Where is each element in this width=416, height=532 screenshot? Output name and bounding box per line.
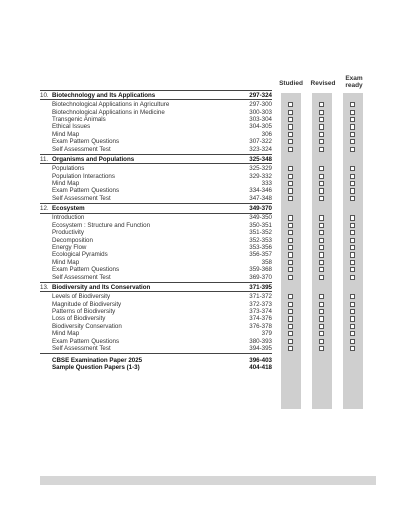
chapter-heading-pages: 371-395 bbox=[249, 283, 272, 291]
revised-checkbox[interactable] bbox=[319, 117, 324, 122]
topic-row-title: Levels of Biodiversity bbox=[52, 293, 111, 301]
exam-ready-checkbox[interactable] bbox=[350, 147, 355, 152]
chapter-heading bbox=[40, 156, 272, 163]
topic-row bbox=[40, 116, 272, 123]
exam-ready-checkbox[interactable] bbox=[350, 215, 355, 220]
topic-row-pages: 376-378 bbox=[249, 322, 272, 330]
topic-row-pages: 329-332 bbox=[249, 172, 272, 180]
topic-row bbox=[40, 180, 272, 187]
revised-checkbox[interactable] bbox=[319, 238, 324, 243]
chapter-heading-title: Biodiversity and Its Conservation bbox=[52, 283, 151, 291]
chapter-heading-title: Organisms and Populations bbox=[52, 155, 135, 163]
topic-row-pages: 358 bbox=[261, 258, 272, 266]
topic-row bbox=[40, 109, 272, 116]
topic-row bbox=[40, 308, 272, 315]
topic-row-title: Self Assessment Test bbox=[52, 344, 111, 352]
revised-checkbox[interactable] bbox=[319, 339, 324, 344]
topic-row-pages: 394-395 bbox=[249, 344, 272, 352]
revised-checkbox[interactable] bbox=[319, 132, 324, 137]
revised-checkbox[interactable] bbox=[319, 215, 324, 220]
topic-row-pages: 306 bbox=[261, 130, 272, 138]
rule bbox=[40, 203, 272, 204]
exam-ready-checkbox[interactable] bbox=[350, 245, 355, 250]
rule bbox=[40, 353, 272, 354]
topic-row-title: Biotechnological Applications in Medicine bbox=[52, 108, 165, 116]
revised-checkbox[interactable] bbox=[319, 260, 324, 265]
exam-ready-checkbox[interactable] bbox=[350, 181, 355, 186]
rule bbox=[40, 99, 272, 100]
revised-checkbox[interactable] bbox=[319, 181, 324, 186]
topic-row-title: Ecological Pyramids bbox=[52, 251, 108, 259]
rule bbox=[40, 282, 272, 283]
studied-checkbox[interactable] bbox=[288, 174, 293, 179]
rule bbox=[40, 213, 272, 214]
revised-checkbox[interactable] bbox=[319, 102, 324, 107]
revised-checkbox[interactable] bbox=[319, 188, 324, 193]
topic-row bbox=[40, 315, 272, 322]
topic-row-pages: 356-357 bbox=[249, 251, 272, 259]
studied-checkbox[interactable] bbox=[288, 260, 293, 265]
studied-checkbox[interactable] bbox=[288, 324, 293, 329]
chapter-heading-pages: 325-348 bbox=[249, 155, 272, 163]
exam-ready-checkbox[interactable] bbox=[350, 102, 355, 107]
chapter-number: 13. bbox=[40, 283, 49, 291]
exam-ready-checkbox[interactable] bbox=[350, 275, 355, 280]
topic-row-title: Introduction bbox=[52, 214, 85, 222]
revised-checkbox[interactable] bbox=[319, 331, 324, 336]
header-revised: Revised bbox=[310, 80, 336, 87]
studied-checkbox[interactable] bbox=[288, 102, 293, 107]
topic-row-title: Exam Pattern Questions bbox=[52, 337, 120, 345]
studied-checkbox[interactable] bbox=[288, 339, 293, 344]
chapter-number: 12. bbox=[40, 204, 49, 212]
topic-row bbox=[40, 266, 272, 273]
extra-item bbox=[40, 364, 272, 371]
exam-ready-checkbox[interactable] bbox=[350, 188, 355, 193]
studied-checkbox[interactable] bbox=[288, 302, 293, 307]
topic-row-pages: 359-368 bbox=[249, 266, 272, 274]
chapter-heading-pages: 297-324 bbox=[249, 91, 272, 99]
studied-checkbox[interactable] bbox=[288, 346, 293, 351]
topic-row-title: Mind Map bbox=[52, 179, 80, 187]
topic-row-title: Magnitude of Biodiversity bbox=[52, 300, 122, 308]
studied-checkbox[interactable] bbox=[288, 267, 293, 272]
studied-checkbox[interactable] bbox=[288, 196, 293, 201]
topic-row bbox=[40, 222, 272, 229]
revised-checkbox[interactable] bbox=[319, 316, 324, 321]
topic-row-pages: 325-329 bbox=[249, 165, 272, 173]
extra-item-title: CBSE Examination Paper 2025 bbox=[52, 356, 143, 364]
topic-row-pages: 353-356 bbox=[249, 243, 272, 251]
studied-checkbox[interactable] bbox=[288, 316, 293, 321]
exam-ready-checkbox[interactable] bbox=[350, 166, 355, 171]
studied-checkbox[interactable] bbox=[288, 139, 293, 144]
extra-item-title: Sample Question Papers (1-3) bbox=[52, 364, 140, 372]
extra-item-pages: 396-403 bbox=[249, 356, 272, 364]
topic-row-title: Ethical Issues bbox=[52, 123, 91, 131]
studied-checkbox[interactable] bbox=[288, 294, 293, 299]
exam-ready-checkbox[interactable] bbox=[350, 230, 355, 235]
studied-checkbox[interactable] bbox=[288, 215, 293, 220]
rule bbox=[40, 291, 272, 292]
topic-row bbox=[40, 131, 272, 138]
topic-row-pages: 379 bbox=[261, 330, 272, 338]
chapter-heading-pages: 349-370 bbox=[249, 204, 272, 212]
exam-ready-checkbox[interactable] bbox=[350, 174, 355, 179]
chapter-heading-title: Biotechnology and Its Applications bbox=[52, 91, 156, 99]
topic-row-title: Loss of Biodiversity bbox=[52, 315, 106, 323]
topic-row-title: Populations bbox=[52, 165, 85, 173]
topic-row bbox=[40, 237, 272, 244]
topic-row bbox=[40, 165, 272, 172]
extra-item bbox=[40, 357, 272, 364]
studied-checkbox[interactable] bbox=[288, 331, 293, 336]
chapter-heading bbox=[40, 284, 272, 291]
topic-row-pages: 300-303 bbox=[249, 108, 272, 116]
exam-ready-checkbox[interactable] bbox=[350, 339, 355, 344]
topic-row-title: Productivity bbox=[52, 229, 84, 237]
chapter-heading bbox=[40, 92, 272, 99]
studied-checkbox[interactable] bbox=[288, 245, 293, 250]
exam-ready-checkbox[interactable] bbox=[350, 196, 355, 201]
topic-row-pages: 372-373 bbox=[249, 300, 272, 308]
studied-checkbox[interactable] bbox=[288, 309, 293, 314]
exam-ready-checkbox[interactable] bbox=[350, 117, 355, 122]
topic-row-title: Mind Map bbox=[52, 258, 80, 266]
topic-row bbox=[40, 146, 272, 153]
topic-row-title: Energy Flow bbox=[52, 243, 87, 251]
topic-row bbox=[40, 251, 272, 258]
chapter-heading bbox=[40, 205, 272, 212]
revised-checkbox[interactable] bbox=[319, 267, 324, 272]
exam-ready-checkbox[interactable] bbox=[350, 302, 355, 307]
topic-row-pages: 351-352 bbox=[249, 229, 272, 237]
topic-row-pages: 380-393 bbox=[249, 337, 272, 345]
topic-row-pages: 304-305 bbox=[249, 123, 272, 131]
revised-checkbox[interactable] bbox=[319, 294, 324, 299]
topic-row bbox=[40, 244, 272, 251]
topic-row bbox=[40, 323, 272, 330]
revised-checkbox[interactable] bbox=[319, 230, 324, 235]
studied-checkbox[interactable] bbox=[288, 166, 293, 171]
studied-checkbox[interactable] bbox=[288, 223, 293, 228]
exam-ready-checkbox[interactable] bbox=[350, 267, 355, 272]
studied-checkbox[interactable] bbox=[288, 124, 293, 129]
topic-row-title: Self Assessment Test bbox=[52, 145, 111, 153]
topic-row-title: Exam Pattern Questions bbox=[52, 187, 120, 195]
topic-row bbox=[40, 229, 272, 236]
revised-checkbox[interactable] bbox=[319, 302, 324, 307]
topic-row-pages: 297-300 bbox=[249, 101, 272, 109]
topic-row bbox=[40, 101, 272, 108]
exam-ready-checkbox[interactable] bbox=[350, 124, 355, 129]
studied-checkbox[interactable] bbox=[288, 188, 293, 193]
revised-checkbox[interactable] bbox=[319, 124, 324, 129]
studied-checkbox[interactable] bbox=[288, 252, 293, 257]
topic-row bbox=[40, 301, 272, 308]
topic-row bbox=[40, 187, 272, 194]
topic-row bbox=[40, 274, 272, 281]
revised-checkbox[interactable] bbox=[319, 245, 324, 250]
topic-row-title: Mind Map bbox=[52, 330, 80, 338]
topic-row bbox=[40, 138, 272, 145]
exam-ready-checkbox[interactable] bbox=[350, 324, 355, 329]
revised-checkbox[interactable] bbox=[319, 174, 324, 179]
topic-row-pages: 371-372 bbox=[249, 293, 272, 301]
topic-row-pages: 350-351 bbox=[249, 221, 272, 229]
chapter-number: 10. bbox=[40, 91, 49, 99]
topic-row-pages: 373-374 bbox=[249, 307, 272, 315]
topic-row-title: Transgenic Animals bbox=[52, 115, 106, 123]
topic-row-title: Decomposition bbox=[52, 236, 93, 244]
topic-row bbox=[40, 214, 272, 221]
studied-checkbox[interactable] bbox=[288, 275, 293, 280]
topic-row-title: Population Interactions bbox=[52, 172, 115, 180]
studied-checkbox[interactable] bbox=[288, 117, 293, 122]
revised-checkbox[interactable] bbox=[319, 275, 324, 280]
topic-row bbox=[40, 195, 272, 202]
topic-row-title: Exam Pattern Questions bbox=[52, 266, 120, 274]
revised-checkbox[interactable] bbox=[319, 166, 324, 171]
rule bbox=[40, 154, 272, 155]
topic-row-pages: 349-350 bbox=[249, 214, 272, 222]
revised-checkbox[interactable] bbox=[319, 346, 324, 351]
topic-row-pages: 374-376 bbox=[249, 315, 272, 323]
topic-row-pages: 323-324 bbox=[249, 145, 272, 153]
exam-ready-checkbox[interactable] bbox=[350, 238, 355, 243]
topic-row bbox=[40, 173, 272, 180]
exam-ready-checkbox[interactable] bbox=[350, 139, 355, 144]
topic-row-pages: 369-370 bbox=[249, 273, 272, 281]
topic-row-title: Biodiversity Conservation bbox=[52, 322, 122, 330]
topic-row-title: Self Assessment Test bbox=[52, 194, 111, 202]
topic-row bbox=[40, 338, 272, 345]
revised-checkbox[interactable] bbox=[319, 324, 324, 329]
topic-row-pages: 352-353 bbox=[249, 236, 272, 244]
topic-row-title: Exam Pattern Questions bbox=[52, 138, 120, 146]
topic-row-pages: 333 bbox=[261, 179, 272, 187]
topic-row-title: Self Assessment Test bbox=[52, 273, 111, 281]
studied-checkbox[interactable] bbox=[288, 110, 293, 115]
topic-row-pages: 347-348 bbox=[249, 194, 272, 202]
studied-checkbox[interactable] bbox=[288, 147, 293, 152]
revised-checkbox[interactable] bbox=[319, 223, 324, 228]
exam-ready-checkbox[interactable] bbox=[350, 309, 355, 314]
revised-checkbox[interactable] bbox=[319, 309, 324, 314]
topic-row bbox=[40, 293, 272, 300]
topic-row-title: Ecosystem : Structure and Function bbox=[52, 221, 151, 229]
header-exam-ready: Exam ready bbox=[345, 75, 363, 89]
exam-ready-checkbox[interactable] bbox=[350, 316, 355, 321]
studied-checkbox[interactable] bbox=[288, 230, 293, 235]
studied-checkbox[interactable] bbox=[288, 238, 293, 243]
exam-ready-checkbox[interactable] bbox=[350, 132, 355, 137]
topic-row-title: Biotechnological Applications in Agriculture bbox=[52, 101, 170, 109]
footer-bar bbox=[40, 476, 376, 485]
exam-ready-checkbox[interactable] bbox=[350, 346, 355, 351]
revised-checkbox[interactable] bbox=[319, 110, 324, 115]
revised-checkbox[interactable] bbox=[319, 196, 324, 201]
extra-item-pages: 404-418 bbox=[249, 364, 272, 372]
exam-ready-checkbox[interactable] bbox=[350, 294, 355, 299]
topic-row bbox=[40, 330, 272, 337]
chapter-heading-title: Ecosystem bbox=[52, 204, 85, 212]
revised-checkbox[interactable] bbox=[319, 139, 324, 144]
topic-row bbox=[40, 259, 272, 266]
exam-ready-checkbox[interactable] bbox=[350, 331, 355, 336]
topic-row-pages: 307-322 bbox=[249, 138, 272, 146]
topic-row-title: Mind Map bbox=[52, 130, 80, 138]
topic-row-pages: 334-346 bbox=[249, 187, 272, 195]
studied-checkbox[interactable] bbox=[288, 181, 293, 186]
revised-checkbox[interactable] bbox=[319, 147, 324, 152]
rule bbox=[40, 163, 272, 164]
exam-ready-checkbox[interactable] bbox=[350, 252, 355, 257]
exam-ready-checkbox[interactable] bbox=[350, 223, 355, 228]
topic-row bbox=[40, 123, 272, 130]
studied-checkbox[interactable] bbox=[288, 132, 293, 137]
topic-row bbox=[40, 345, 272, 352]
exam-ready-checkbox[interactable] bbox=[350, 260, 355, 265]
exam-ready-checkbox[interactable] bbox=[350, 110, 355, 115]
topic-row-title: Patterns of Biodiversity bbox=[52, 307, 116, 315]
header-studied: Studied bbox=[279, 80, 303, 87]
chapter-number: 11. bbox=[40, 155, 49, 163]
revised-checkbox[interactable] bbox=[319, 252, 324, 257]
topic-row-pages: 303-304 bbox=[249, 115, 272, 123]
